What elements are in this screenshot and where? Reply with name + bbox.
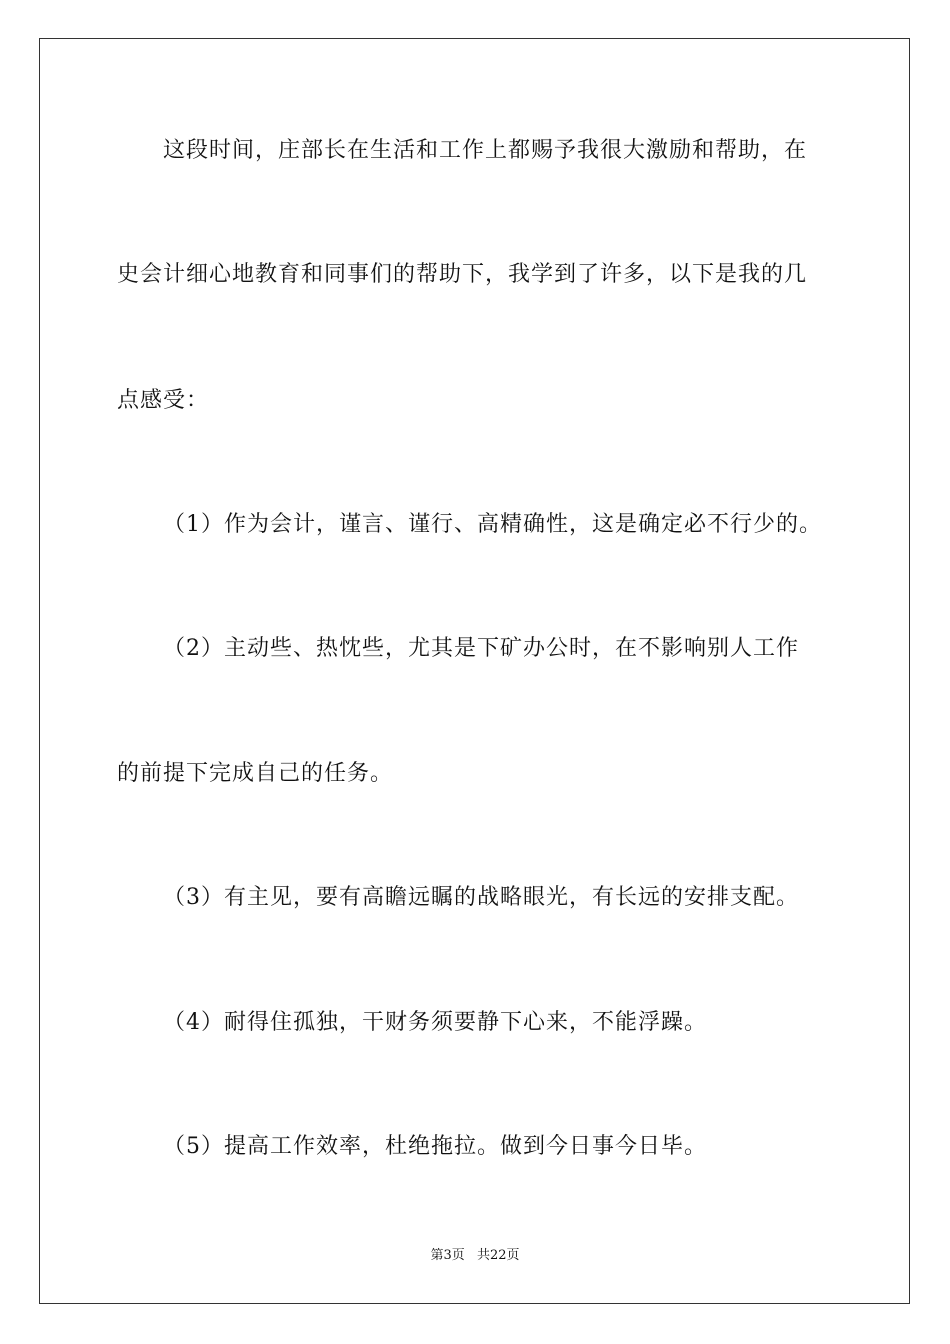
paragraph-line: 史会计细心地教育和同事们的帮助下，我学到了许多，以下是我的几 — [117, 262, 808, 287]
paragraph-line: 这段时间，庄部长在生活和工作上都赐予我很大激励和帮助，在 — [163, 138, 808, 163]
current-page-label: 第3页 — [430, 1248, 465, 1263]
list-item-line: （3）有主见，要有高瞻远瞩的战略眼光，有长远的安排支配。 — [163, 885, 799, 910]
list-item-line: （1）作为会计，谨言、谨行、高精确性，这是确定必不行少的。 — [163, 512, 822, 537]
page-footer — [0, 1247, 950, 1265]
list-item-line: （4）耐得住孤独，干财务须要静下心来，不能浮躁。 — [163, 1010, 707, 1035]
list-item-line: （5）提高工作效率，杜绝拖拉。做到今日事今日毕。 — [163, 1134, 707, 1159]
paragraph-line: 点感受： — [117, 388, 210, 413]
list-item-line: （2）主动些、热忱些，尤其是下矿办公时，在不影响别人工作 — [163, 636, 799, 661]
page-border — [39, 38, 910, 1304]
total-pages-label: 共22页 — [476, 1248, 520, 1263]
list-item-line: 的前提下完成自己的任务。 — [117, 761, 394, 786]
